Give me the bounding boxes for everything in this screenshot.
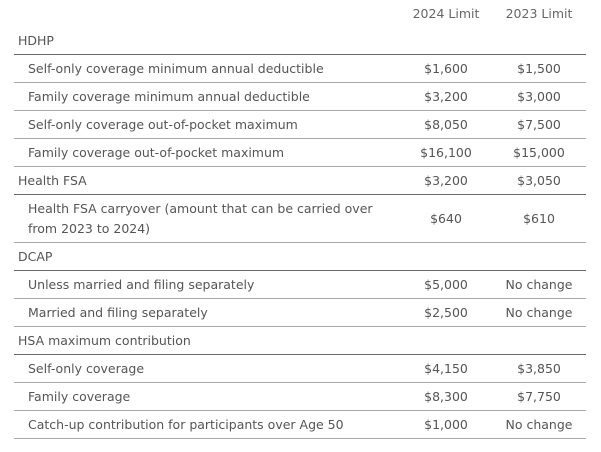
value-2023: $610: [492, 195, 586, 243]
table-row: [14, 299, 586, 327]
value-2023: No change: [492, 271, 586, 299]
value-2023: $3,850: [492, 355, 586, 383]
section-label: DCAP: [14, 243, 400, 271]
section-row: [14, 27, 586, 55]
row-label: Family coverage minimum annual deductible: [14, 83, 400, 111]
row-label: Family coverage out-of-pocket maximum: [14, 139, 400, 167]
section-label: HSA maximum contribution: [14, 327, 400, 355]
value-2024: $4,150: [400, 355, 492, 383]
table-row: [14, 83, 586, 111]
header-row: [14, 0, 586, 27]
value-2024: [400, 243, 492, 271]
section-row: [14, 243, 586, 271]
table-row: [14, 383, 586, 411]
row-label: Health FSA carryover (amount that can be carried over from 2023 to 2024): [14, 195, 400, 243]
table-row: [14, 411, 586, 439]
section-row: [14, 167, 586, 195]
row-label: Married and filing separately: [14, 299, 400, 327]
row-label: Self-only coverage: [14, 355, 400, 383]
limits-table-container: [14, 0, 586, 439]
value-2023: $7,750: [492, 383, 586, 411]
section-row: [14, 327, 586, 355]
value-2023: $15,000: [492, 139, 586, 167]
value-2023: [492, 27, 586, 55]
row-label: Unless married and filing separately: [14, 271, 400, 299]
section-label: HDHP: [14, 27, 400, 55]
value-2024: $8,300: [400, 383, 492, 411]
row-label: Catch-up contribution for participants over Age 50: [14, 411, 400, 439]
value-2024: $8,050: [400, 111, 492, 139]
value-2024: $3,200: [400, 167, 492, 195]
table-row: [14, 55, 586, 83]
table-body: [14, 27, 586, 439]
table-row: [14, 195, 586, 243]
table-row: [14, 139, 586, 167]
header-2024-limit: 2024 Limit: [412, 6, 480, 21]
value-2023: No change: [492, 411, 586, 439]
table-row: [14, 355, 586, 383]
section-label: Health FSA: [14, 167, 400, 195]
value-2024: $3,200: [400, 83, 492, 111]
value-2024: $2,500: [400, 299, 492, 327]
value-2024: $1,600: [400, 55, 492, 83]
row-label: Family coverage: [14, 383, 400, 411]
table-row: [14, 111, 586, 139]
value-2024: $16,100: [400, 139, 492, 167]
row-label: Self-only coverage out-of-pocket maximum: [14, 111, 400, 139]
table-header: [14, 0, 586, 27]
value-2023: $3,050: [492, 167, 586, 195]
value-2024: $1,000: [400, 411, 492, 439]
value-2024: $640: [400, 195, 492, 243]
value-2023: [492, 327, 586, 355]
value-2024: [400, 327, 492, 355]
value-2024: $5,000: [400, 271, 492, 299]
value-2023: $3,000: [492, 83, 586, 111]
limits-table: [14, 0, 586, 439]
value-2024: [400, 27, 492, 55]
table-row: [14, 271, 586, 299]
header-label: [14, 0, 400, 27]
value-2023: $7,500: [492, 111, 586, 139]
header-2023-limit: 2023 Limit: [505, 6, 573, 21]
value-2023: $1,500: [492, 55, 586, 83]
value-2023: [492, 243, 586, 271]
row-label: Self-only coverage minimum annual deductible: [14, 55, 400, 83]
value-2023: No change: [492, 299, 586, 327]
